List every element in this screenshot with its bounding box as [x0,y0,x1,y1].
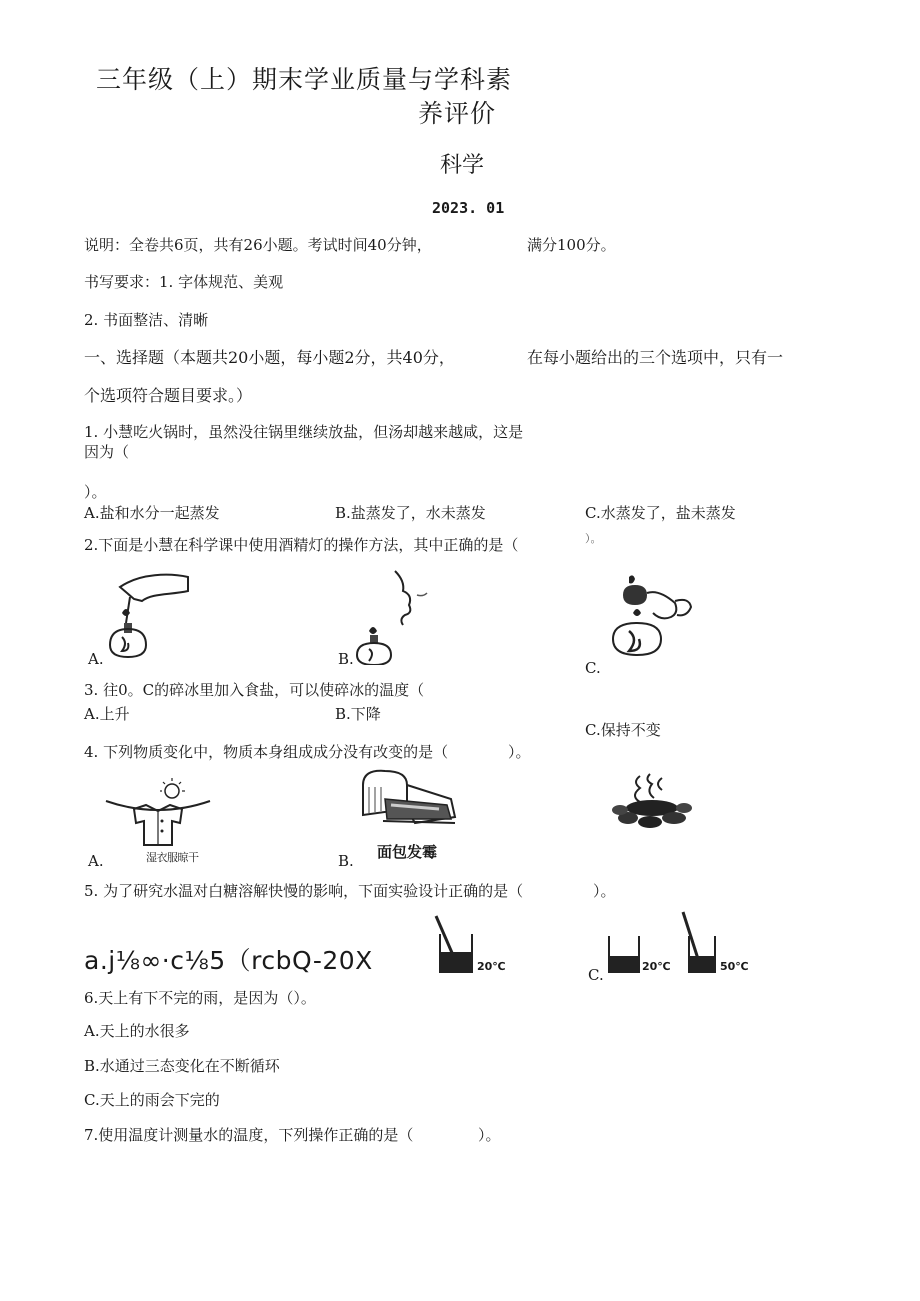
alcohol-lamp-c-image [605,573,695,665]
alcohol-lamp-a-image [100,565,200,665]
q4-stem: 4. 下列物质变化中，物质本身组成成分没有改变的是（ [84,743,449,761]
moldy-bread-image [355,765,465,833]
q4-stem-end: ）。 [508,743,531,761]
q6-option-c[interactable]: C.天上的雨会下完的 [84,1091,220,1109]
section-heading-cont: 在每小题给出的三个选项中，只有一 [527,348,784,367]
q1-option-a[interactable]: A.盐和水分一起蒸发 [84,504,220,522]
title-line-2: 养评价 [418,99,497,128]
q1-stem: 1. 小慧吃火锅时，虽然没往锅里继续放盐，但汤却越来越咸，这是 [84,423,524,441]
q2-label-c[interactable]: C. [585,659,601,677]
q6-option-b[interactable]: B.水通过三态变化在不断循环 [84,1057,280,1075]
title-line-1: 三年级（上）期末学业质量与学科素 [96,65,513,94]
q4-label-b[interactable]: B. [338,852,354,870]
q6-option-a[interactable]: A.天上的水很多 [84,1022,190,1040]
q3-stem: 3. 往0。C的碎冰里加入食盐，可以使碎冰的温度（ [84,681,425,699]
q2-stem-end: ）。 [585,532,602,545]
writing-requirement-2: 2. 书面整洁、清晰 [84,311,209,329]
q5-temp-c1: 20℃ [642,960,671,973]
section-heading: 一、选择题（本题共20小题，每小题2分，共40分， [84,348,455,367]
q7-stem-end: ）。 [478,1126,501,1144]
q2-stem: 2.下面是小慧在科学课中使用酒精灯的操作方法，其中正确的是（ [84,536,519,554]
q5-temp-b: 20℃ [477,960,506,973]
q5-temp-c2: 50℃ [720,960,749,973]
q5-option-a-b-garbled: a.j⅛∞·c⅛5（rcbQ-20X [84,946,373,975]
q5-stem: 5. 为了研究水温对白糖溶解快慢的影响，下面实验设计正确的是（ [84,882,524,900]
q1-stem-line-2: 因为（ [84,443,130,461]
q1-option-b[interactable]: B.盐蒸发了，水未蒸发 [335,504,486,522]
q5-stem-end: ）。 [593,882,616,900]
instructions-score: 满分100分。 [527,236,616,254]
q1-stem-line-3: ）。 [84,483,107,501]
exam-date: 2023. 01 [432,199,505,217]
q3-option-b[interactable]: B.下降 [335,705,381,723]
q4-caption-a: 湿衣服晾干 [146,851,199,864]
subject-title: 科学 [440,153,485,178]
q4-caption-b: 面包发霉 [377,843,438,861]
burning-fire-image [610,770,692,832]
section-heading-end: 个选项符合题目要求。） [84,386,253,405]
q5-label-c[interactable]: C. [588,966,604,984]
q3-option-a[interactable]: A.上升 [84,705,130,723]
writing-requirement: 书写要求：1. 字体规范、美观 [84,273,284,291]
q1-option-c[interactable]: C.水蒸发了，盐未蒸发 [585,504,736,522]
alcohol-lamp-b-image [355,565,445,665]
q7-stem: 7.使用温度计测量水的温度，下列操作正确的是（ [84,1126,414,1144]
q6-stem: 6.天上有下不完的雨，是因为（）。 [84,989,316,1007]
q2-label-a[interactable]: A. [88,650,104,668]
instructions-note: 说明：全卷共6页，共有26小题。考试时间40分钟， [84,236,432,254]
q2-label-b[interactable]: B. [338,650,354,668]
q4-label-a[interactable]: A. [88,852,104,870]
q3-option-c[interactable]: C.保持不变 [585,721,661,739]
